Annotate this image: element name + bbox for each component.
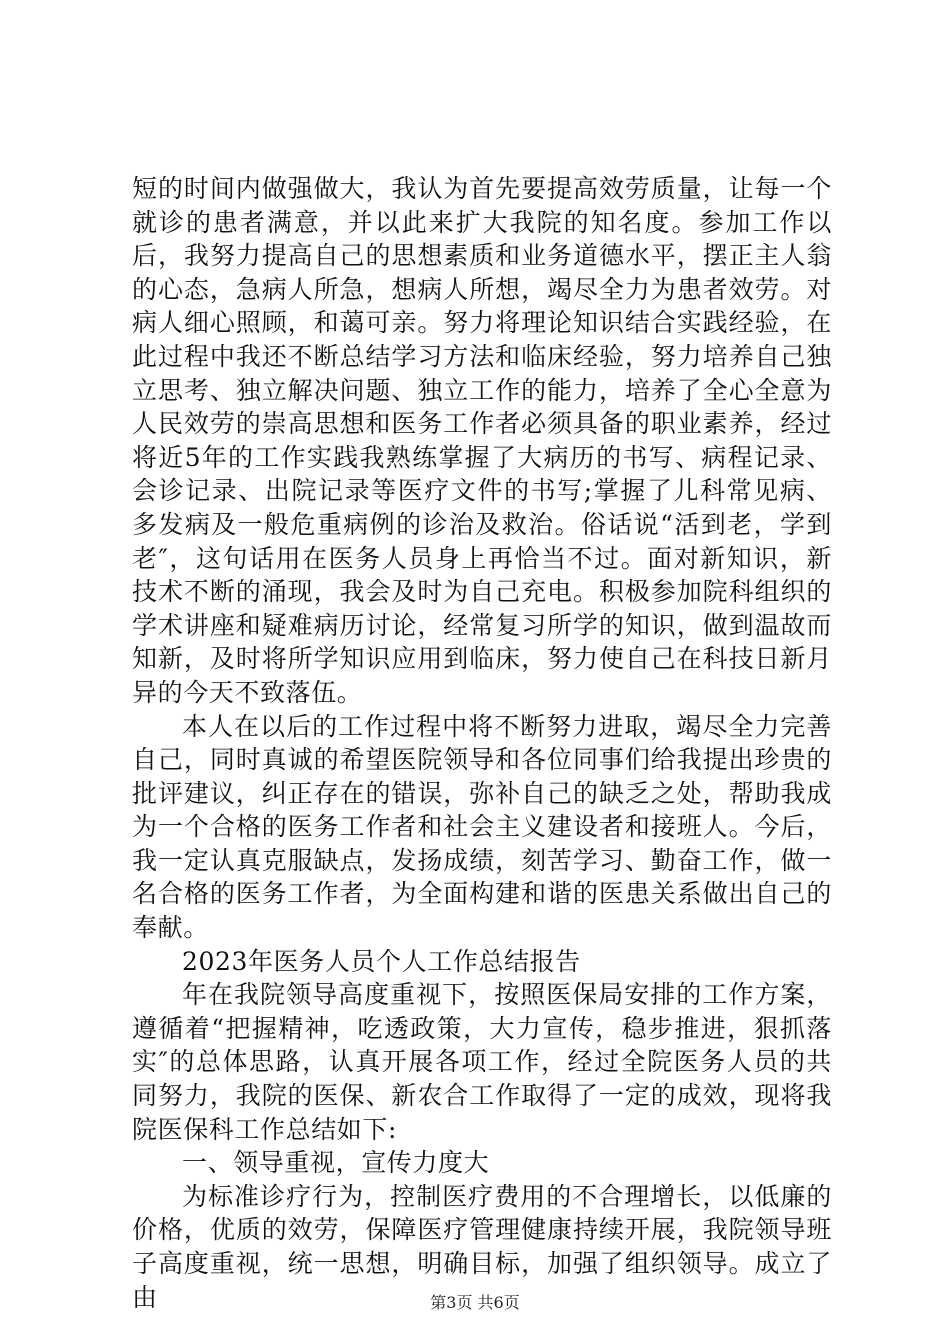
paragraph-2: 本人在以后的工作过程中将不断努力进取，竭尽全力完善自己，同时真诚的希望医院领导和各位同事们给我提出珍贵的批评建议，纠正存在的错误，弥补自己的缺乏之处，帮助我成为一个合格的医务工作者和社会主义建设者和接班人。今后，我一定认真克服缺点，发扬成绩，刻苦学习、勤奋工作，做一名合格的医务工作者，为全面构建和谐的医患关系做出自己的奉献。 <box>132 711 832 943</box>
report-title: 2023年医务人员个人工作总结报告 <box>182 946 581 976</box>
page-footer: 第3页 共6页 <box>430 1293 520 1312</box>
section-heading-1: 一、领导重视，宣传力度大 <box>182 1148 490 1178</box>
paragraph-6: 为标准诊疗行为，控制医疗费用的不合理增长，以低廉的价格，优质的效劳，保障医疗管理健康持续开展，我院领导班子高度重视，统一思想，明确目标，加强了组织领导。成立了由 <box>132 1181 832 1312</box>
paragraph-4: 年在我院领导高度重视下，按照医保局安排的工作方案，遵循着“把握精神，吃透政策，大力宣传，稳步推进，狠抓落实″的总体思路，认真开展各项工作，经过全院医务人员的共同努力，我院的医保、新农合工作取得了一定的成效，现将我院医保科工作总结如下: <box>132 980 832 1144</box>
document-body <box>132 172 832 1314</box>
paragraph-1: 短的时间内做强做大，我认为首先要提高效劳质量，让每一个就诊的患者满意，并以此来扩大我院的知名度。参加工作以后，我努力提高自己的思想素质和业务道德水平，摆正主人翁的心态，急病人所急，想病人所想，竭尽全力为患者效劳。对病人细心照顾，和蔼可亲。努力将理论知识结合实践经验，在此过程中我还不断总结学习方法和临床经验，努力培养自己独立思考、独立解决问题、独立工作的能力，培养了全心全意为人民效劳的崇高思想和医务工作者必须具备的职业素养，经过将近5年的工作实践我熟练掌握了大病历的书写、病程记录、会诊记录、出院记录等医疗文件的书写;掌握了儿科常见病、多发病及一般危重病例的诊治及救治。俗话说“活到老，学到老″，这句话用在医务人员身上再恰当不过。面对新知识，新技术不断的涌现，我会及时为自己充电。积极参加院科组织的学术讲座和疑难病历讨论，经常复习所学的知识，做到温故而知新，及时将所学知识应用到临床，努力使自己在科技日新月异的今天不致落伍。 <box>132 174 832 707</box>
